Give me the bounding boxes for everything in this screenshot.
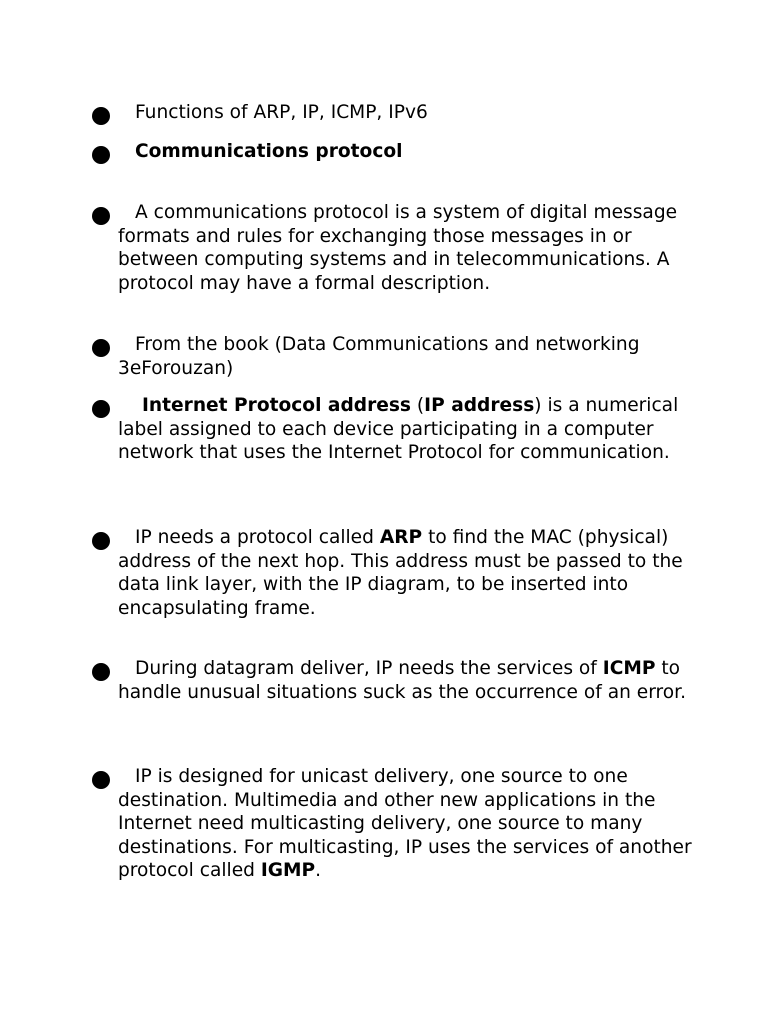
list-item-text: [118, 526, 692, 620]
list-item-text: Functions of ARP, IP, ICMP, IPv6: [135, 102, 428, 123]
text-span: ) is a numerical label assigned to each device participating in a computer network that uses the Internet Protocol for communication.: [118, 395, 679, 463]
list-item: [92, 526, 692, 620]
bullet-icon: [92, 339, 110, 357]
text-span: to find the MAC (physical) address of the next hop. This address must be passed to the data link layer, with the IP diagram, to be inserted into encapsulating frame.: [118, 527, 683, 619]
list-item: [92, 333, 692, 380]
bullet-icon: [92, 771, 110, 789]
list-item-text: [118, 765, 692, 883]
text-span: .: [315, 860, 322, 881]
bullet-icon: [92, 663, 110, 681]
list-item-text: [118, 394, 692, 465]
bullet-icon: [92, 207, 110, 225]
text-span: IP is designed for unicast delivery, one source to one destination. Multimedia and other new applications in the Internet need multicasting delivery, one source to many destinations. For multicasting, IP uses the services of another protocol called: [118, 766, 692, 881]
bullet-icon: [92, 400, 110, 418]
bold-term: IP address: [424, 395, 535, 416]
text-span: IP needs a protocol called: [135, 527, 380, 548]
text-span: During datagram deliver, IP needs the services of: [135, 658, 603, 679]
list-item: [92, 101, 692, 125]
list-item: [92, 394, 692, 465]
list-item: [92, 140, 692, 164]
heading-text: Communications protocol: [135, 141, 403, 162]
bullet-icon: [92, 146, 110, 164]
text-span: to handle unusual situations suck as the occurrence of an error.: [118, 658, 686, 703]
list-item-text: From the book (Data Communications and networking 3eForouzan): [118, 334, 640, 379]
section-heading: [118, 140, 692, 164]
list-item: [92, 201, 692, 295]
bold-term: Internet Protocol address: [142, 395, 411, 416]
text-span: (: [411, 395, 425, 416]
bold-term: ARP: [379, 527, 423, 548]
bold-term: IGMP: [260, 860, 316, 881]
list-item: [92, 765, 692, 883]
list-item-text: A communications protocol is a system of digital message formats and rules for exchanging those messages in or between computing systems and in telecommunications. A protocol may have a formal description.: [118, 202, 678, 294]
bullet-icon: [92, 532, 110, 550]
bold-term: ICMP: [602, 658, 656, 679]
list-item: [92, 657, 692, 704]
list-item-text: [118, 657, 692, 704]
bullet-icon: [92, 107, 110, 125]
